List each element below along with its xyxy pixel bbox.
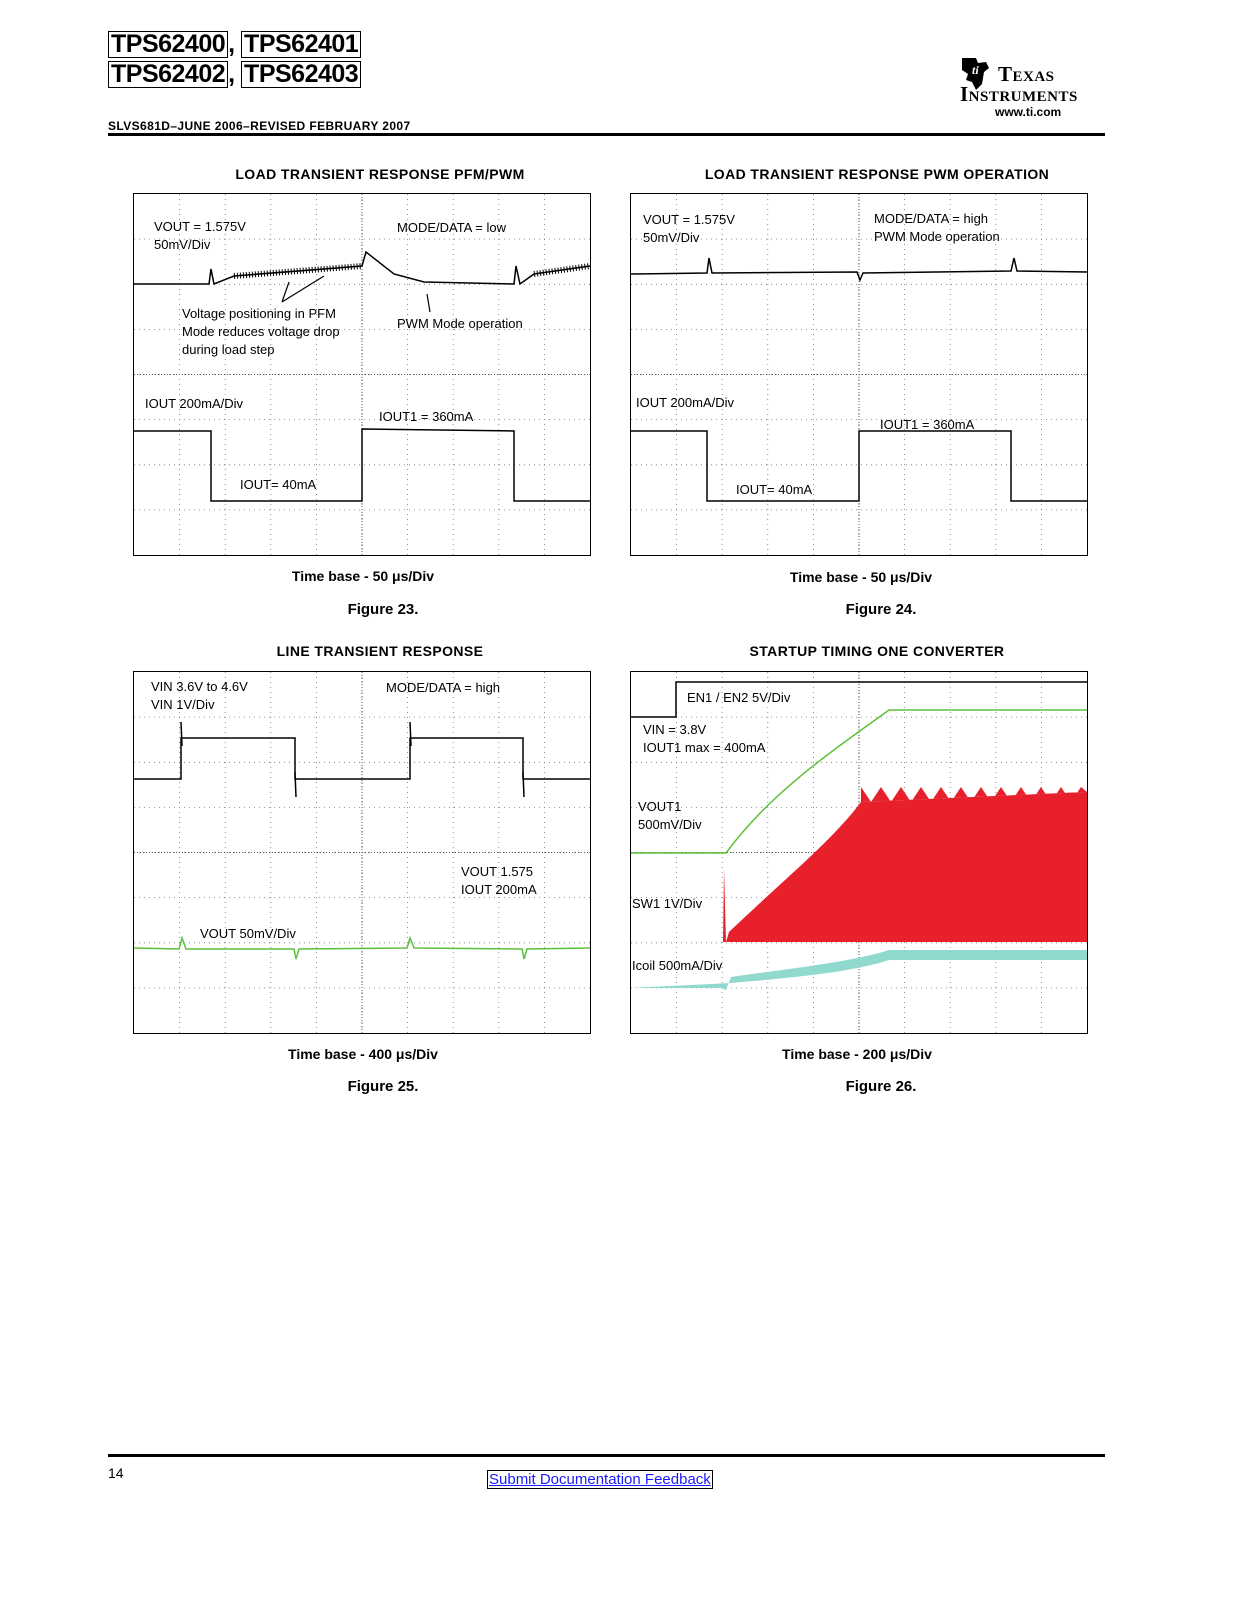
figure-24-timebase: Time base - 50 μs/Div [789,569,933,585]
figure-25-caption: Figure 25. [347,1078,419,1095]
figure-24-caption: Figure 24. [845,601,917,618]
fig23-iout-low-label: IOUT= 40mA [240,477,317,492]
document-id: SLVS681D–JUNE 2006–REVISED FEBRUARY 2007 [108,119,411,133]
svg-text:ti: ti [972,63,979,77]
fig23-mode-label: MODE/DATA = low [397,220,506,235]
sep: , [228,30,235,58]
fig26-vin-label: VIN = 3.8V IOUT1 max = 400mA [643,722,766,755]
figure-26-scope [630,671,1088,1034]
logo-url[interactable]: www.ti.com [995,105,1062,119]
fig23-iout1-label: IOUT1 = 360mA [379,409,474,424]
figure-23-caption: Figure 23. [347,601,419,618]
part-link-1[interactable]: TPS62400 [108,31,228,58]
submit-feedback-link[interactable]: Submit Documentation Feedback [489,1471,711,1488]
part-link-3[interactable]: TPS62402 [108,61,228,88]
figure-23-scope [133,193,591,556]
figure-25-scope [133,671,591,1034]
figure-24-scope [630,193,1088,556]
logo-text-texas: Texas [998,62,1055,86]
figure-24-plot [631,194,1087,555]
page-number: 14 [108,1465,124,1481]
graticule-center-axes [134,672,590,1033]
logo-text-instruments: Instruments [960,82,1078,106]
figure-23-timebase: Time base - 50 μs/Div [291,568,435,584]
part-link-2[interactable]: TPS62401 [241,31,361,58]
figure-26-timebase: Time base - 200 μs/Div [782,1046,932,1062]
figure-25-title: LINE TRANSIENT RESPONSE [276,643,484,659]
fig24-mode-label: MODE/DATA = high PWM Mode operation [874,211,1000,244]
fig25-vout-iout-label: VOUT 1.575 IOUT 200mA [461,864,537,897]
fig23-iout-label: IOUT 200mA/Div [145,396,244,411]
footer-rule [108,1454,1105,1457]
part-numbers [108,30,361,90]
fig23-annotation: Voltage positioning in PFM Mode reduces voltage drop during load step [182,306,340,357]
fig24-iout-label: IOUT 200mA/Div [636,395,735,410]
fig24-vout-label: VOUT = 1.575V 50mV/Div [643,212,735,245]
fig23-pwm-label: PWM Mode operation [397,316,523,331]
fig23-vout-label: VOUT = 1.575V 50mV/Div [154,219,246,252]
fig24-iout-low-label: IOUT= 40mA [736,482,813,497]
header-rule [108,133,1105,136]
figure-25-plot [134,672,590,1033]
fig25-vin-label: VIN 3.6V to 4.6V VIN 1V/Div [151,679,248,712]
fig26-sw1-label: SW1 1V/Div [632,896,703,911]
fig24-iout1-label: IOUT1 = 360mA [880,417,975,432]
figure-25-timebase: Time base - 400 μs/Div [288,1046,438,1062]
fig26-en-label: EN1 / EN2 5V/Div [687,690,791,705]
fig26-icoil-label: Icoil 500mA/Div [632,958,723,973]
part-link-4[interactable]: TPS62403 [241,61,361,88]
fig26-vout1-label: VOUT1 500mV/Div [638,799,702,832]
figure-23-title: LOAD TRANSIENT RESPONSE PFM/PWM [235,166,525,182]
figure-24-title: LOAD TRANSIENT RESPONSE PWM OPERATION [704,166,1050,182]
figure-26-title: STARTUP TIMING ONE CONVERTER [749,643,1005,659]
figure-26-caption: Figure 26. [845,1078,917,1095]
fig25-mode-label: MODE/DATA = high [386,680,501,695]
sep: , [228,60,235,88]
fig25-vout-scale-label: VOUT 50mV/Div [200,926,296,941]
